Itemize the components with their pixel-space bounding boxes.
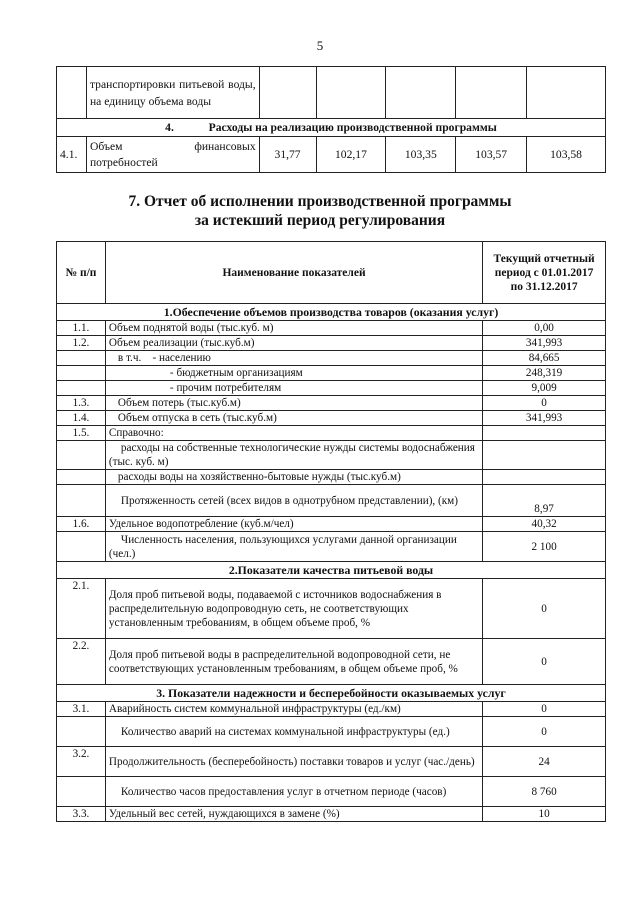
row-value: 84,665 xyxy=(483,351,606,366)
row-name: Удельный вес сетей, нуждающихся в замене (%) xyxy=(105,807,482,822)
row-number: 2.1. xyxy=(57,579,106,639)
row-number: 1.5. xyxy=(57,426,106,441)
table-row xyxy=(57,639,606,685)
row-value: 0 xyxy=(483,579,606,639)
row-value: 9,009 xyxy=(483,381,606,396)
table-row xyxy=(57,411,606,426)
row-value: 341,993 xyxy=(483,411,606,426)
table-row xyxy=(57,532,606,562)
row-number xyxy=(57,470,106,485)
row-number xyxy=(57,717,106,747)
table-row xyxy=(57,351,606,366)
table-row xyxy=(57,321,606,336)
row-text: транспортировки питьевой воды, на единицу объема воды xyxy=(86,67,259,119)
report-title xyxy=(0,192,640,230)
row-value xyxy=(483,441,606,470)
financing-table xyxy=(56,66,606,173)
row-value: 10 xyxy=(483,807,606,822)
table-row xyxy=(57,747,606,777)
section-title: Расходы на реализацию производственной программы xyxy=(208,120,497,134)
table-row xyxy=(57,396,606,411)
section-row xyxy=(57,119,606,137)
table-row xyxy=(57,470,606,485)
table-row xyxy=(57,807,606,822)
table-row xyxy=(57,441,606,470)
table-row xyxy=(57,777,606,807)
row-name: расходы на собственные технологические нужды системы водоснабжения (тыс. куб. м) xyxy=(105,441,482,470)
row-name: Объем отпуска в сеть (тыс.куб.м) xyxy=(105,411,482,426)
table-row xyxy=(57,485,606,517)
title-line-1: 7. Отчет об исполнении производственной программы xyxy=(128,193,512,210)
table-row xyxy=(57,517,606,532)
row-name: Объем потерь (тыс.куб.м) xyxy=(105,396,482,411)
row-value: 2 100 xyxy=(483,532,606,562)
row-value: 24 xyxy=(483,747,606,777)
row-name: Объем поднятой воды (тыс.куб. м) xyxy=(105,321,482,336)
value-cell: 103,57 xyxy=(456,137,527,173)
page-number: 5 xyxy=(316,38,324,53)
table-row xyxy=(57,336,606,351)
row-number: 4.1. xyxy=(57,137,87,173)
row-value: 8,97 xyxy=(483,485,606,517)
row-name: расходы воды на хозяйственно-бытовые нужды (тыс.куб.м) xyxy=(105,470,482,485)
row-name: Продолжительность (бесперебойность) поставки товаров и услуг (час./день) xyxy=(105,747,482,777)
row-name: Количество аварий на системах коммунальной инфраструктуры (ед.) xyxy=(105,717,482,747)
section-row xyxy=(57,685,606,702)
row-value: 0 xyxy=(483,717,606,747)
row-number: 3.1. xyxy=(57,702,106,717)
header-num: № п/п xyxy=(57,242,106,304)
row-number xyxy=(57,777,106,807)
row-number xyxy=(57,485,106,517)
row-number: 1.6. xyxy=(57,517,106,532)
table-row xyxy=(57,702,606,717)
table-row xyxy=(57,426,606,441)
header-row xyxy=(57,242,606,304)
row-name: - прочим потребителям xyxy=(105,381,482,396)
section-title: 3. Показатели надежности и бесперебойности оказываемых услуг xyxy=(57,685,606,702)
table-row xyxy=(57,717,606,747)
row-number: 3.3. xyxy=(57,807,106,822)
row-name: Доля проб питьевой воды в распределительной водопроводной сети, не соответствующих установленным требованиям, в общем объеме проб, % xyxy=(105,639,482,685)
row-number: 1.4. xyxy=(57,411,106,426)
row-value: 0 xyxy=(483,702,606,717)
header-name: Наименование показателей xyxy=(105,242,482,304)
section-row xyxy=(57,304,606,321)
row-name: Доля проб питьевой воды, подаваемой с источников водоснабжения в распределительную водопроводную сеть, не соответствующих установленным требованиям, в общем объеме проб, % xyxy=(105,579,482,639)
table-row xyxy=(57,366,606,381)
table-row xyxy=(57,579,606,639)
row-text: Объем финансовых потребностей xyxy=(86,137,259,173)
section-number: 4. xyxy=(165,120,174,134)
title-line-2: за истекший период регулирования xyxy=(194,212,446,229)
row-value: 0 xyxy=(483,396,606,411)
row-number: 1.1. xyxy=(57,321,106,336)
section-row xyxy=(57,562,606,579)
row-name: в т.ч. - населению xyxy=(105,351,482,366)
row-name: Количество часов предоставления услуг в отчетном периоде (часов) xyxy=(105,777,482,807)
value-cell: 102,17 xyxy=(316,137,386,173)
section-title: 2.Показатели качества питьевой воды xyxy=(57,562,606,579)
row-number: 3.2. xyxy=(57,747,106,777)
row-number: 1.3. xyxy=(57,396,106,411)
row-number: 1.2. xyxy=(57,336,106,351)
table-row xyxy=(57,67,606,119)
row-number xyxy=(57,532,106,562)
row-name: Объем реализации (тыс.куб.м) xyxy=(105,336,482,351)
row-number xyxy=(57,381,106,396)
row-value: 0,00 xyxy=(483,321,606,336)
row-name: - бюджетным организациям xyxy=(105,366,482,381)
row-value: 40,32 xyxy=(483,517,606,532)
row-number xyxy=(57,366,106,381)
row-number xyxy=(57,351,106,366)
value-cell: 31,77 xyxy=(259,137,316,173)
row-value: 8 760 xyxy=(483,777,606,807)
row-name: Удельное водопотребление (куб.м/чел) xyxy=(105,517,482,532)
row-value xyxy=(483,470,606,485)
row-value xyxy=(483,426,606,441)
row-number: 2.2. xyxy=(57,639,106,685)
row-name: Справочно: xyxy=(105,426,482,441)
row-value: 341,993 xyxy=(483,336,606,351)
row-value: 0 xyxy=(483,639,606,685)
value-cell: 103,58 xyxy=(527,137,606,173)
row-number xyxy=(57,441,106,470)
row-name: Протяженность сетей (всех видов в однотрубном представлении), (км) xyxy=(105,485,482,517)
header-period: Текущий отчетный период с 01.01.2017 по 31.12.2017 xyxy=(483,242,606,304)
section-title: 1.Обеспечение объемов производства товаров (оказания услуг) xyxy=(57,304,606,321)
value-cell: 103,35 xyxy=(386,137,456,173)
table-row xyxy=(57,381,606,396)
row-value: 248,319 xyxy=(483,366,606,381)
row-name: Численность населения, пользующихся услугами данной организации (чел.) xyxy=(105,532,482,562)
table-row xyxy=(57,137,606,173)
row-name: Аварийность систем коммунальной инфраструктуры (ед./км) xyxy=(105,702,482,717)
report-table xyxy=(56,241,606,822)
